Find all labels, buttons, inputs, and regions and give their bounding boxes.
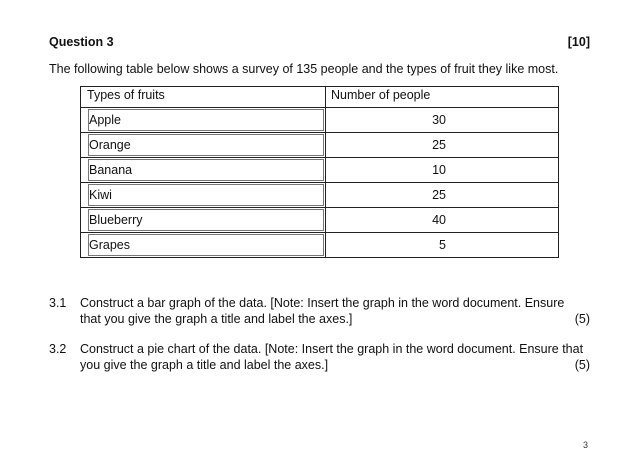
question-title: Question 3 xyxy=(49,35,114,49)
count-cell xyxy=(326,108,559,133)
task-line-1: Construct a bar graph of the data. [Note: Insert the graph in the word document. Ensure xyxy=(80,296,565,310)
fruit-name: Grapes xyxy=(88,234,324,256)
table-row xyxy=(81,133,559,158)
count-value: 40 xyxy=(432,213,446,227)
fruit-name: Blueberry xyxy=(88,209,324,231)
page-number: 3 xyxy=(583,440,589,450)
task-line-2: that you give the graph a title and label the axes.] xyxy=(80,312,353,326)
count-value: 5 xyxy=(439,238,446,252)
task-number: 3.2 xyxy=(49,342,67,356)
task-text xyxy=(80,295,590,327)
fruit-cell xyxy=(81,108,326,133)
task-marks: (5) xyxy=(574,358,590,372)
fruit-survey-table xyxy=(80,86,559,258)
count-value: 25 xyxy=(432,138,446,152)
count-cell xyxy=(326,183,559,208)
count-value: 25 xyxy=(432,188,446,202)
task-number: 3.1 xyxy=(49,296,67,310)
count-cell xyxy=(326,208,559,233)
task-line-2: you give the graph a title and label the axes.] xyxy=(80,358,329,372)
table-row xyxy=(81,233,559,258)
task-3-1 xyxy=(49,295,590,329)
fruit-name: Kiwi xyxy=(88,184,324,206)
question-total-marks: [10] xyxy=(567,35,590,49)
task-line-2-wrap xyxy=(80,357,590,373)
column-header-count: Number of people xyxy=(326,87,559,108)
question-header xyxy=(49,35,590,51)
fruit-cell xyxy=(81,133,326,158)
task-3-2 xyxy=(49,341,590,375)
count-cell xyxy=(326,133,559,158)
column-header-fruit: Types of fruits xyxy=(81,87,326,108)
fruit-cell xyxy=(81,208,326,233)
question-intro: The following table below shows a survey of 135 people and the types of fruit they like most. xyxy=(49,62,559,76)
fruit-cell xyxy=(81,183,326,208)
task-text xyxy=(80,341,590,373)
fruit-name: Orange xyxy=(88,134,324,156)
table-row xyxy=(81,183,559,208)
table-row xyxy=(81,108,559,133)
count-cell xyxy=(326,158,559,183)
count-value: 30 xyxy=(432,113,446,127)
fruit-name: Apple xyxy=(88,109,324,131)
task-line-2-wrap xyxy=(80,311,590,327)
task-marks: (5) xyxy=(574,312,590,326)
table-header-row xyxy=(81,87,559,108)
fruit-cell xyxy=(81,233,326,258)
fruit-cell xyxy=(81,158,326,183)
count-value: 10 xyxy=(432,163,446,177)
task-line-1: Construct a pie chart of the data. [Note: Insert the graph in the word document. Ensure that xyxy=(80,342,584,356)
fruit-name: Banana xyxy=(88,159,324,181)
table-row xyxy=(81,208,559,233)
table-row xyxy=(81,158,559,183)
count-cell xyxy=(326,233,559,258)
